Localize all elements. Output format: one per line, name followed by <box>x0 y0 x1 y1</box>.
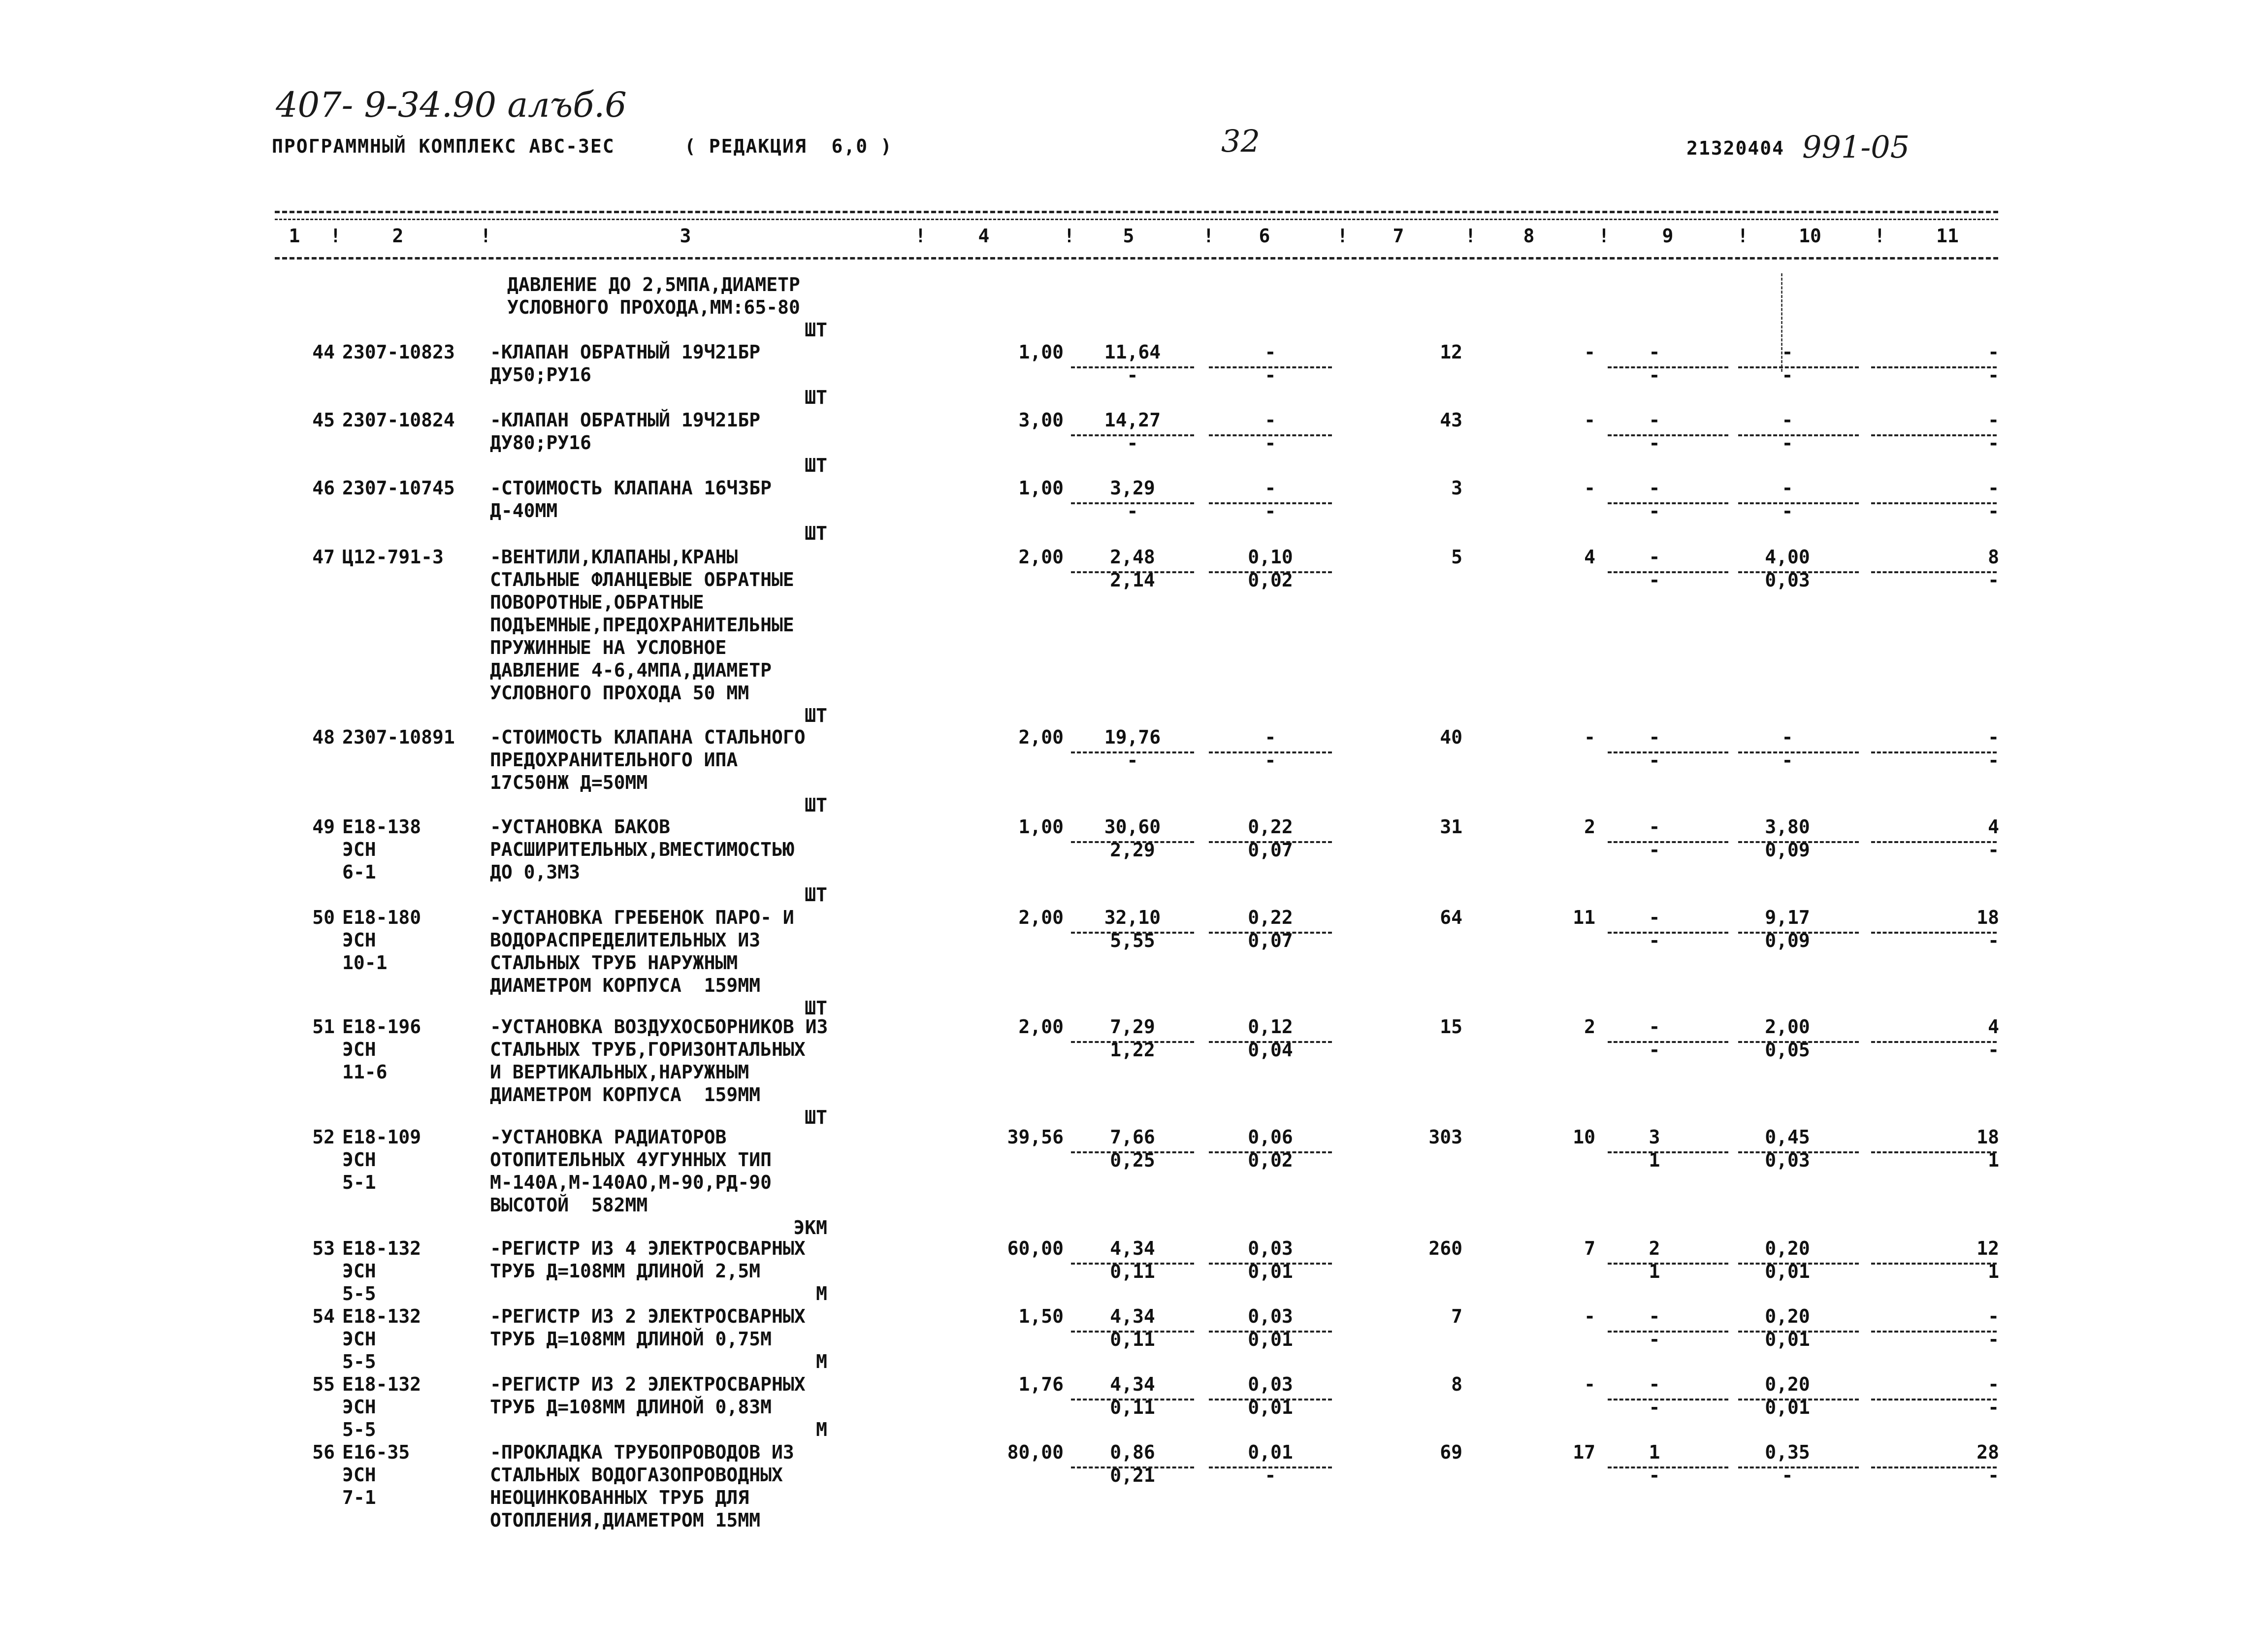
description-line: ДУ80;РУ16 <box>490 432 591 454</box>
value-c9-bottom: - <box>1649 364 1660 386</box>
description-line: ОТОПЛЕНИЯ,ДИАМЕТРОМ 15ММ <box>490 1509 761 1531</box>
value-c6-top: 0,01 <box>1248 1441 1293 1463</box>
column-separator: ! <box>1874 225 1885 247</box>
program-title: ПРОГРАММНЫЙ КОМПЛЕКС АВС-3ЕС <box>272 135 615 157</box>
quantity: 80,00 <box>1007 1441 1064 1463</box>
value-c6-top: 0,03 <box>1248 1373 1293 1395</box>
value-c7: 69 <box>1440 1441 1462 1463</box>
normative-code: ЭСН <box>342 839 376 860</box>
normative-code: ЭСН <box>342 1396 376 1418</box>
value-c8: - <box>1584 1373 1595 1395</box>
description-line: СТАЛЬНЫХ ТРУБ,ГОРИЗОНТАЛЬНЫХ <box>490 1039 806 1060</box>
value-c9-bottom: - <box>1649 1465 1660 1486</box>
value-c5-top: 14,27 <box>1104 409 1161 431</box>
normative-code: Е18-132 <box>342 1305 421 1327</box>
normative-code: 5-5 <box>342 1283 376 1304</box>
value-c9-bottom: - <box>1649 500 1660 522</box>
continuation-line: УСЛОВНОГО ПРОХОДА,ММ:65-80 <box>507 296 800 318</box>
value-c7: 3 <box>1451 477 1462 499</box>
value-c6-bottom: - <box>1264 432 1276 454</box>
value-c6-bottom: - <box>1264 500 1276 522</box>
row-number: 44 <box>312 341 335 363</box>
normative-code: Е18-196 <box>342 1016 421 1038</box>
value-c5-top: 4,34 <box>1110 1305 1155 1327</box>
value-c9-top: - <box>1649 816 1660 838</box>
normative-code: ЭСН <box>342 1464 376 1486</box>
quantity: 1,76 <box>1018 1373 1064 1395</box>
description-line: И ВЕРТИКАЛЬНЫХ,НАРУЖНЫМ <box>490 1061 749 1083</box>
description-line: -ПРОКЛАДКА ТРУБОПРОВОДОВ ИЗ <box>490 1441 794 1463</box>
header-rule-top-2 <box>275 219 1998 220</box>
unit-label: М <box>816 1283 827 1304</box>
unit-label: ШТ <box>805 455 827 476</box>
value-c8: 7 <box>1584 1238 1595 1259</box>
value-c11-bottom: - <box>1988 432 1999 454</box>
normative-code: 5-1 <box>342 1172 376 1193</box>
column-number-3: 3 <box>680 225 691 247</box>
value-c10-bottom: - <box>1782 500 1793 522</box>
description-line: -ВЕНТИЛИ,КЛАПАНЫ,КРАНЫ <box>490 546 738 568</box>
description-line: ДУ50;РУ16 <box>490 364 591 386</box>
value-c5-top: 0,86 <box>1110 1441 1155 1463</box>
description-line: -РЕГИСТР ИЗ 4 ЭЛЕКТРОСВАРНЫХ <box>490 1238 806 1259</box>
normative-code: Е18-138 <box>342 816 421 838</box>
value-c10-top: 0,45 <box>1765 1126 1810 1148</box>
value-c6-top: 0,10 <box>1248 546 1293 568</box>
row-number: 54 <box>312 1305 335 1327</box>
normative-code: Е18-180 <box>342 907 421 928</box>
value-c6-bottom: - <box>1264 1465 1276 1486</box>
value-c9-top: - <box>1649 341 1660 363</box>
value-c8: 4 <box>1584 546 1595 568</box>
value-c6-top: - <box>1264 726 1276 748</box>
value-c9-top: - <box>1649 409 1660 431</box>
unit-label: М <box>816 1351 827 1372</box>
column-number-8: 8 <box>1523 225 1535 247</box>
description-line: -КЛАПАН ОБРАТНЫЙ 19Ч21БР <box>490 341 761 363</box>
value-c6-bottom: 0,01 <box>1248 1329 1293 1350</box>
column-number-5: 5 <box>1123 225 1134 247</box>
continuation-line: ДАВЛЕНИЕ ДО 2,5МПА,ДИАМЕТР <box>507 274 800 295</box>
value-c6-top: 0,03 <box>1248 1305 1293 1327</box>
edition-label: ( РЕДАКЦИЯ 6,0 ) <box>684 135 893 157</box>
value-c11-bottom: - <box>1988 930 1999 951</box>
description-line: 17С50НЖ Д=50ММ <box>490 772 648 793</box>
value-c11-top: - <box>1988 409 1999 431</box>
quantity: 2,00 <box>1018 546 1064 568</box>
value-c7: 7 <box>1451 1305 1462 1327</box>
value-c8: 2 <box>1584 1016 1595 1038</box>
value-c6-top: - <box>1264 341 1276 363</box>
value-c11-bottom: 1 <box>1988 1261 1999 1282</box>
value-c5-bottom: 0,11 <box>1110 1397 1155 1418</box>
value-c11-top: 8 <box>1988 546 1999 568</box>
column-number-6: 6 <box>1259 225 1270 247</box>
value-c9-top: 1 <box>1649 1441 1660 1463</box>
value-c5-top: 11,64 <box>1104 341 1161 363</box>
value-c10-top: - <box>1782 341 1793 363</box>
value-c9-bottom: 1 <box>1649 1149 1660 1171</box>
normative-code: ЭСН <box>342 1039 376 1060</box>
description-line: НЕОЦИНКОВАННЫХ ТРУБ ДЛЯ <box>490 1487 749 1508</box>
description-line: ВЫСОТОЙ 582ММ <box>490 1194 648 1216</box>
row-number: 51 <box>312 1016 335 1038</box>
value-c6-top: 0,06 <box>1248 1126 1293 1148</box>
value-c10-top: 3,80 <box>1765 816 1810 838</box>
column-separator: ! <box>1598 225 1610 247</box>
value-c7: 5 <box>1451 546 1462 568</box>
normative-code: 2307-10745 <box>342 477 455 499</box>
normative-code: 5-5 <box>342 1351 376 1372</box>
description-line: ТРУБ Д=108ММ ДЛИНОЙ 2,5М <box>490 1260 761 1282</box>
value-c5-top: 4,34 <box>1110 1238 1155 1259</box>
header-rule-bottom <box>275 257 1998 260</box>
unit-label: ШТ <box>805 705 827 726</box>
handwritten-reference: 407- 9-34.90 алъб.6 <box>276 85 627 125</box>
normative-code: Ц12-791-3 <box>342 546 444 568</box>
description-line: ДАВЛЕНИЕ 4-6,4МПА,ДИАМЕТР <box>490 659 772 681</box>
value-c10-bottom: 0,09 <box>1765 839 1810 861</box>
value-c11-bottom: - <box>1988 749 1999 771</box>
value-c9-bottom: - <box>1649 1039 1660 1061</box>
description-line: Д-40ММ <box>490 500 558 521</box>
row-number: 56 <box>312 1441 335 1463</box>
description-line: М-140А,М-140АО,М-90,РД-90 <box>490 1172 772 1193</box>
value-c6-bottom: 0,01 <box>1248 1261 1293 1282</box>
unit-label: ШТ <box>805 1107 827 1128</box>
value-c5-bottom: - <box>1127 432 1138 454</box>
row-number: 52 <box>312 1126 335 1148</box>
row-number: 55 <box>312 1373 335 1395</box>
value-c10-top: - <box>1782 477 1793 499</box>
description-line: -УСТАНОВКА ГРЕБЕНОК ПАРО- И <box>490 907 794 928</box>
value-c11-bottom: - <box>1988 1039 1999 1061</box>
value-c11-bottom: 1 <box>1988 1149 1999 1171</box>
description-line: СТАЛЬНЫХ ТРУБ НАРУЖНЫМ <box>490 952 738 974</box>
value-c9-top: - <box>1649 1305 1660 1327</box>
quantity: 39,56 <box>1007 1126 1064 1148</box>
value-c5-bottom: 0,11 <box>1110 1261 1155 1282</box>
description-line: -КЛАПАН ОБРАТНЫЙ 19Ч21БР <box>490 409 761 431</box>
value-c10-bottom: - <box>1782 432 1793 454</box>
document-code: 21320404 <box>1686 137 1785 159</box>
unit-label: ШТ <box>805 319 827 341</box>
value-c10-bottom: 0,03 <box>1765 1149 1810 1171</box>
description-line: СТАЛЬНЫЕ ФЛАНЦЕВЫЕ ОБРАТНЫЕ <box>490 569 794 590</box>
value-c7: 303 <box>1428 1126 1462 1148</box>
description-line: СТАЛЬНЫХ ВОДОГАЗОПРОВОДНЫХ <box>490 1464 783 1486</box>
unit-label: ШТ <box>805 884 827 906</box>
value-c9-top: - <box>1649 1016 1660 1038</box>
quantity: 60,00 <box>1007 1238 1064 1259</box>
value-c10-bottom: 0,01 <box>1765 1329 1810 1350</box>
value-c5-bottom: 0,21 <box>1110 1465 1155 1486</box>
normative-code: ЭСН <box>342 1328 376 1350</box>
column-number-9: 9 <box>1662 225 1674 247</box>
value-c5-bottom: - <box>1127 500 1138 522</box>
value-c7: 31 <box>1440 816 1462 838</box>
normative-code: 7-1 <box>342 1487 376 1508</box>
value-c8: - <box>1584 726 1595 748</box>
column-number-4: 4 <box>978 225 990 247</box>
description-line: УСЛОВНОГО ПРОХОДА 50 ММ <box>490 682 749 704</box>
column-separator: ! <box>1203 225 1214 247</box>
value-c8: - <box>1584 409 1595 431</box>
normative-code: Е18-109 <box>342 1126 421 1148</box>
row-number: 53 <box>312 1238 335 1259</box>
value-c8: - <box>1584 341 1595 363</box>
unit-label: ШТ <box>805 522 827 544</box>
description-line: -СТОИМОСТЬ КЛАПАНА СТАЛЬНОГО <box>490 726 806 748</box>
normative-code: ЭСН <box>342 1260 376 1282</box>
value-c10-bottom: 0,05 <box>1765 1039 1810 1061</box>
value-c5-top: 32,10 <box>1104 907 1161 928</box>
value-c5-bottom: 0,11 <box>1110 1329 1155 1350</box>
description-line: ДИАМЕТРОМ КОРПУСА 159ММ <box>490 975 761 996</box>
value-c10-bottom: - <box>1782 749 1793 771</box>
value-c11-top: 18 <box>1976 907 1999 928</box>
value-c5-bottom: 2,14 <box>1110 569 1155 591</box>
page-number: 32 <box>1221 123 1260 159</box>
value-c8: - <box>1584 1305 1595 1327</box>
value-c6-top: 0,22 <box>1248 816 1293 838</box>
value-c7: 12 <box>1440 341 1462 363</box>
value-c9-top: - <box>1649 907 1660 928</box>
description-line: ДИАМЕТРОМ КОРПУСА 159ММ <box>490 1084 761 1106</box>
value-c10-bottom: 0,01 <box>1765 1397 1810 1418</box>
value-c11-bottom: - <box>1988 500 1999 522</box>
description-line: -СТОИМОСТЬ КЛАПАНА 16Ч3БР <box>490 477 772 499</box>
value-c11-top: - <box>1988 477 1999 499</box>
normative-code: 2307-10824 <box>342 409 455 431</box>
value-c10-top: 0,20 <box>1765 1238 1810 1259</box>
document-code-handwritten: 991-05 <box>1802 129 1910 165</box>
value-c8: 10 <box>1573 1126 1595 1148</box>
value-c6-bottom: - <box>1264 749 1276 771</box>
value-c11-top: - <box>1988 1373 1999 1395</box>
value-c5-top: 3,29 <box>1110 477 1155 499</box>
value-c9-bottom: - <box>1649 930 1660 951</box>
description-line: ПОДЪЕМНЫЕ,ПРЕДОХРАНИТЕЛЬНЫЕ <box>490 614 794 636</box>
value-c9-bottom: 1 <box>1649 1261 1660 1282</box>
value-c6-top: - <box>1264 409 1276 431</box>
value-c6-bottom: 0,07 <box>1248 930 1293 951</box>
value-c6-top: - <box>1264 477 1276 499</box>
quantity: 3,00 <box>1018 409 1064 431</box>
column-separator: ! <box>1737 225 1749 247</box>
quantity: 2,00 <box>1018 726 1064 748</box>
value-c5-top: 7,66 <box>1110 1126 1155 1148</box>
value-c8: 2 <box>1584 816 1595 838</box>
value-c11-top: 28 <box>1976 1441 1999 1463</box>
row-number: 46 <box>312 477 335 499</box>
value-c9-bottom: - <box>1649 839 1660 861</box>
column-separator: ! <box>480 225 491 247</box>
description-line: ТРУБ Д=108ММ ДЛИНОЙ 0,75М <box>490 1328 772 1350</box>
description-line: -РЕГИСТР ИЗ 2 ЭЛЕКТРОСВАРНЫХ <box>490 1373 806 1395</box>
column-number-10: 10 <box>1799 225 1821 247</box>
column-number-7: 7 <box>1393 225 1404 247</box>
value-c7: 40 <box>1440 726 1462 748</box>
quantity: 1,00 <box>1018 816 1064 838</box>
value-c11-bottom: - <box>1988 1329 1999 1350</box>
value-c8: 11 <box>1573 907 1595 928</box>
normative-code: 11-6 <box>342 1061 388 1083</box>
value-c10-bottom: - <box>1782 1465 1793 1486</box>
value-c9-top: - <box>1649 1373 1660 1395</box>
value-c6-top: 0,22 <box>1248 907 1293 928</box>
value-c11-top: - <box>1988 726 1999 748</box>
normative-code: 6-1 <box>342 861 376 883</box>
unit-label: ШТ <box>805 387 827 408</box>
value-c9-bottom: - <box>1649 1397 1660 1418</box>
column-separator: ! <box>1337 225 1348 247</box>
value-c10-bottom: 0,01 <box>1765 1261 1810 1282</box>
value-c10-bottom: 0,03 <box>1765 569 1810 591</box>
value-c10-top: 0,20 <box>1765 1305 1810 1327</box>
normative-code: 5-5 <box>342 1419 376 1440</box>
normative-code: 2307-10823 <box>342 341 455 363</box>
value-c11-bottom: - <box>1988 569 1999 591</box>
value-c7: 260 <box>1428 1238 1462 1259</box>
value-c8: 17 <box>1573 1441 1595 1463</box>
value-c10-top: 2,00 <box>1765 1016 1810 1038</box>
quantity: 1,00 <box>1018 477 1064 499</box>
value-c5-top: 4,34 <box>1110 1373 1155 1395</box>
unit-label: ШТ <box>805 997 827 1019</box>
value-c5-top: 19,76 <box>1104 726 1161 748</box>
value-c10-top: - <box>1782 726 1793 748</box>
quantity: 2,00 <box>1018 907 1064 928</box>
normative-code: 2307-10891 <box>342 726 455 748</box>
value-c9-bottom: - <box>1649 1329 1660 1350</box>
column-separator: ! <box>915 225 926 247</box>
value-c6-bottom: - <box>1264 364 1276 386</box>
description-line: -УСТАНОВКА ВОЗДУХОСБОРНИКОВ ИЗ <box>490 1016 828 1038</box>
value-c11-bottom: - <box>1988 839 1999 861</box>
row-number: 49 <box>312 816 335 838</box>
value-c6-bottom: 0,02 <box>1248 1149 1293 1171</box>
value-c11-top: 4 <box>1988 816 1999 838</box>
row-number: 50 <box>312 907 335 928</box>
value-c10-bottom: - <box>1782 364 1793 386</box>
value-c7: 64 <box>1440 907 1462 928</box>
value-c5-bottom: 0,25 <box>1110 1149 1155 1171</box>
value-c5-bottom: - <box>1127 749 1138 771</box>
value-c9-bottom: - <box>1649 432 1660 454</box>
value-c11-top: - <box>1988 1305 1999 1327</box>
description-line: ОТОПИТЕЛЬНЫХ 4УГУННЫХ ТИП <box>490 1149 772 1171</box>
value-c10-top: 9,17 <box>1765 907 1810 928</box>
value-c5-bottom: 1,22 <box>1110 1039 1155 1061</box>
normative-code: Е18-132 <box>342 1373 421 1395</box>
value-c5-top: 30,60 <box>1104 816 1161 838</box>
value-c9-top: - <box>1649 726 1660 748</box>
description-line: ПОВОРОТНЫЕ,ОБРАТНЫЕ <box>490 591 704 613</box>
value-c9-top: 2 <box>1649 1238 1660 1259</box>
normative-code: ЭСН <box>342 1149 376 1171</box>
description-line: -УСТАНОВКА БАКОВ <box>490 816 671 838</box>
value-c11-bottom: - <box>1988 1465 1999 1486</box>
column-number-2: 2 <box>392 225 404 247</box>
value-c7: 8 <box>1451 1373 1462 1395</box>
column-number-11: 11 <box>1936 225 1959 247</box>
value-c5-top: 7,29 <box>1110 1016 1155 1038</box>
value-c9-top: 3 <box>1649 1126 1660 1148</box>
value-c9-top: - <box>1649 477 1660 499</box>
value-c8: - <box>1584 477 1595 499</box>
description-line: ВОДОРАСПРЕДЕЛИТЕЛЬНЫХ ИЗ <box>490 929 761 951</box>
value-c6-bottom: 0,07 <box>1248 839 1293 861</box>
quantity: 2,00 <box>1018 1016 1064 1038</box>
value-c11-top: 4 <box>1988 1016 1999 1038</box>
value-c9-top: - <box>1649 546 1660 568</box>
value-c10-bottom: 0,09 <box>1765 930 1810 951</box>
value-c10-top: 4,00 <box>1765 546 1810 568</box>
value-c10-top: - <box>1782 409 1793 431</box>
value-c11-top: 18 <box>1976 1126 1999 1148</box>
value-c10-top: 0,20 <box>1765 1373 1810 1395</box>
value-c10-top: 0,35 <box>1765 1441 1810 1463</box>
unit-label: ЭКМ <box>793 1217 827 1238</box>
description-line: -УСТАНОВКА РАДИАТОРОВ <box>490 1126 727 1148</box>
quantity: 1,50 <box>1018 1305 1064 1327</box>
row-number: 47 <box>312 546 335 568</box>
description-line: ТРУБ Д=108ММ ДЛИНОЙ 0,83М <box>490 1396 772 1418</box>
header-rule-top <box>275 211 1998 213</box>
normative-code: ЭСН <box>342 929 376 951</box>
value-c6-bottom: 0,04 <box>1248 1039 1293 1061</box>
normative-code: Е16-35 <box>342 1441 410 1463</box>
description-line: ДО 0,3М3 <box>490 861 581 883</box>
quantity: 1,00 <box>1018 341 1064 363</box>
value-c9-bottom: - <box>1649 569 1660 591</box>
column-separator: ! <box>1465 225 1476 247</box>
value-c6-bottom: 0,01 <box>1248 1397 1293 1418</box>
value-c11-bottom: - <box>1988 1397 1999 1418</box>
normative-code: 10-1 <box>342 952 388 974</box>
value-c5-bottom: 5,55 <box>1110 930 1155 951</box>
row-number: 45 <box>312 409 335 431</box>
value-c6-top: 0,03 <box>1248 1238 1293 1259</box>
value-c9-bottom: - <box>1649 749 1660 771</box>
column-separator: ! <box>1064 225 1075 247</box>
unit-label: М <box>816 1419 827 1440</box>
value-c11-top: 12 <box>1976 1238 1999 1259</box>
description-line: -РЕГИСТР ИЗ 2 ЭЛЕКТРОСВАРНЫХ <box>490 1305 806 1327</box>
value-c11-bottom: - <box>1988 364 1999 386</box>
row-number: 48 <box>312 726 335 748</box>
value-c5-bottom: - <box>1127 364 1138 386</box>
normative-code: Е18-132 <box>342 1238 421 1259</box>
column-separator: ! <box>330 225 341 247</box>
unit-label: ШТ <box>805 794 827 816</box>
value-c6-top: 0,12 <box>1248 1016 1293 1038</box>
value-c5-bottom: 2,29 <box>1110 839 1155 861</box>
value-c5-top: 2,48 <box>1110 546 1155 568</box>
description-line: ПРУЖИННЫЕ НА УСЛОВНОЕ <box>490 637 727 658</box>
value-c7: 43 <box>1440 409 1462 431</box>
description-line: ПРЕДОХРАНИТЕЛЬНОГО ИПА <box>490 749 738 771</box>
value-c6-bottom: 0,02 <box>1248 569 1293 591</box>
column-number-1: 1 <box>289 225 300 247</box>
description-line: РАСШИРИТЕЛЬНЫХ,ВМЕСТИМОСТЬЮ <box>490 839 794 860</box>
value-c11-top: - <box>1988 341 1999 363</box>
value-c7: 15 <box>1440 1016 1462 1038</box>
